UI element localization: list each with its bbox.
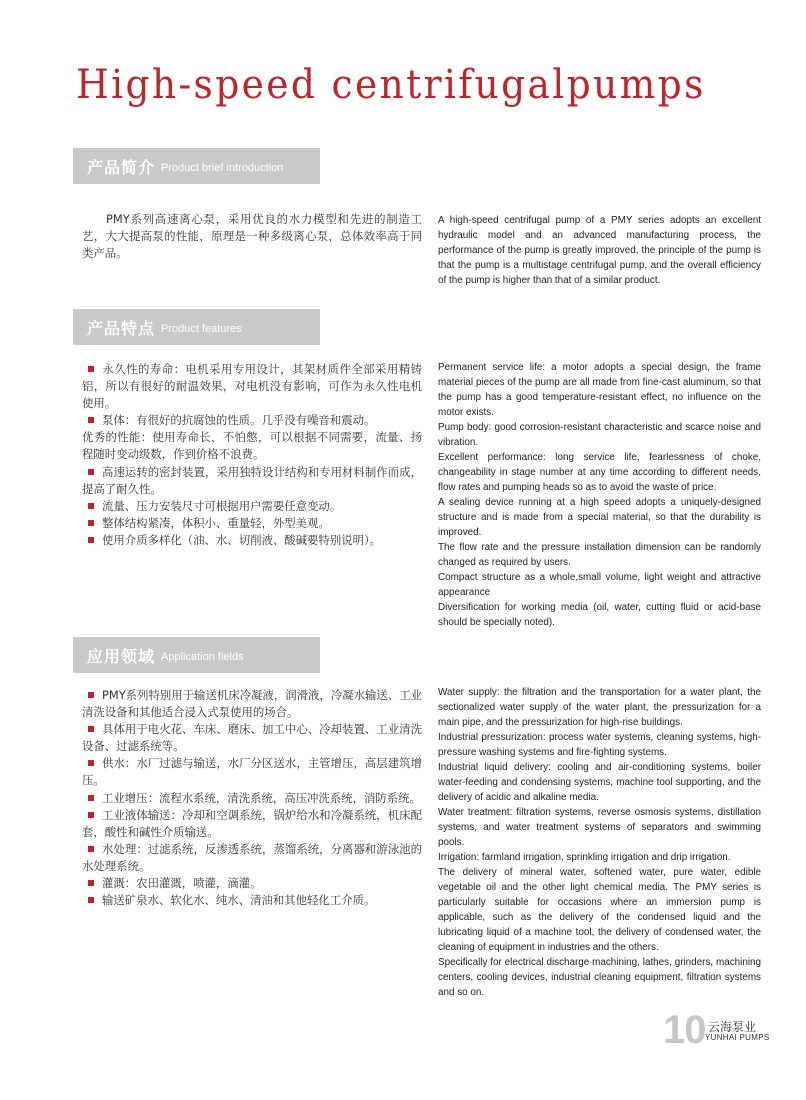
bullet-icon bbox=[88, 537, 94, 543]
applications-en-list bbox=[438, 685, 761, 1000]
section-title-zh: 应用领域 bbox=[87, 646, 156, 666]
page-number: 10 bbox=[663, 1008, 706, 1052]
section-title-zh: 产品简介 bbox=[87, 157, 156, 177]
brand-name-en: YUNHAI PUMPS bbox=[705, 1033, 770, 1042]
list-item: 供水：水厂过滤与输送，水厂分区送水，主管增压，高层建筑增压。 bbox=[82, 756, 422, 788]
intro-en-text bbox=[438, 213, 761, 288]
list-item: The flow rate and the pressure installation dimension can be randomly changed as required by users. bbox=[438, 542, 761, 568]
list-item: Specifically for electrical discharge machining, lathes, grinders, machining centers, cooling devices, industrial cleaning equipment, filtration systems and so on. bbox=[438, 957, 761, 998]
list-item: A sealing device running at a high speed adopts a uniquely-designed structure and is made from a special material, so that the durability is improved. bbox=[438, 497, 761, 538]
features-en-list bbox=[438, 360, 761, 630]
bullet-icon bbox=[88, 760, 94, 766]
bullet-icon bbox=[88, 692, 94, 698]
list-item: 工业液体输送：冷却和空调系统，锅炉给水和冷凝系统，机床配套，酸性和碱性介质输送。 bbox=[82, 807, 422, 839]
list-item: Industrial pressurization: process water systems, cleaning systems, high-pressure washing systems and fire-fighting systems. bbox=[438, 732, 761, 758]
list-item: Compact structure as a whole,small volume, light weight and attractive appearance bbox=[438, 572, 761, 598]
bullet-icon bbox=[88, 846, 94, 852]
list-item: PMY系列特别用于输送机床冷凝液，润滑液，冷凝水输送、工业清洗设备和其他适合浸入式泵使用的场合。 bbox=[82, 688, 422, 720]
list-item: 高速运转的密封装置，采用独特设计结构和专用材料制作而成，提高了耐久性。 bbox=[82, 464, 422, 496]
intro-zh-text bbox=[82, 211, 422, 262]
list-item: Industrial liquid delivery: cooling and air-conditioning systems, boiler water-feeding and condensing systems, machine tool supporting, and the delivery of acidic and alkaline media. bbox=[438, 762, 761, 803]
section-title-en: Application fields bbox=[161, 651, 244, 663]
list-item: 流量、压力安装尺寸可根据用户需要任意变动。 bbox=[82, 498, 422, 515]
section-title-en: Product features bbox=[161, 323, 242, 335]
list-item: 水处理：过滤系统，反渗透系统，蒸馏系统，分离器和游泳池的水处理系统。 bbox=[82, 841, 422, 873]
section-header-features bbox=[73, 309, 320, 345]
list-item: 工业增压：流程水系统，清洗系统，高压冲洗系统，消防系统。 bbox=[82, 790, 422, 807]
list-item: 具体用于电火花、车床、磨床、加工中心、冷却装置、工业清洗设备、过滤系统等。 bbox=[82, 722, 422, 754]
list-item: 永久性的寿命：电机采用专用设计，其架材质件全部采用精铸铝，所以有很好的耐温效果，对电机没有影响，可作为永久性电机使用。 bbox=[82, 362, 422, 411]
section-header-applications bbox=[73, 637, 320, 673]
bullet-icon bbox=[88, 503, 94, 509]
intro-en-paragraph: A high-speed centrifugal pump of a PMY series adopts an excellent hydraulic model and an advanced manufacturing process, the performance of the pump is greatly improved, the principle of the pump is that the pump is a multistage centrifugal pump, and the overall efficiency of the pump is higher than that of a similar product. bbox=[438, 215, 761, 286]
bullet-icon bbox=[88, 795, 94, 801]
list-item: Water supply: the filtration and the transportation for a water plant, the sectionalized water supply of the water plant, the pressurization for a main pipe, and the pressurization for high-rise buildings. bbox=[438, 687, 761, 728]
list-item: Permanent service life: a motor adopts a special design, the frame material pieces of the pump are all made from fine-cast aluminum, so that the pump has a good temperature-resistant effect, no influence on the motor exists. bbox=[438, 362, 761, 418]
section-title-zh: 产品特点 bbox=[87, 318, 156, 338]
bullet-icon bbox=[88, 812, 94, 818]
brand-name-zh: 云海泵业 bbox=[708, 1020, 757, 1034]
list-item: Water treatment: filtration systems, reverse osmosis systems, distillation systems, and water treatment systems of separators and swimming pools. bbox=[438, 807, 761, 848]
bullet-icon bbox=[88, 469, 94, 475]
list-item: 泵体：有很好的抗腐蚀的性质。几乎没有噪音和震动。 bbox=[82, 412, 422, 429]
bullet-icon bbox=[88, 897, 94, 903]
page-title: High-speed centrifugalpumps bbox=[76, 62, 706, 108]
list-item: 整体结构紧凑，体积小、重量轻，外型美观。 bbox=[82, 515, 422, 532]
features-zh-list bbox=[82, 361, 422, 549]
list-item: Pump body: good corrosion-resistant characteristic and scarce noise and vibration. bbox=[438, 422, 761, 448]
list-item: Excellent performance: long service life, fearlessness of choke, changeability in stage number at any time according to different needs, flow rates and pumping heads so as to avoid the waste of price. bbox=[438, 452, 761, 493]
list-item: The delivery of mineral water, softened water, pure water, edible vegetable oil and the other light chemical media. The PMY series is particularly suitable for occasions where an immersion pump is applicable, such as the delivery of the condensed liquid and the lubricating liquid of a machine tool, the delivery of condensed water, the cleaning of equipment in industries and the others. bbox=[438, 867, 761, 953]
bullet-icon bbox=[88, 726, 94, 732]
section-header-intro bbox=[73, 148, 320, 184]
list-item: 使用介质多样化（油、水、切削液、酸碱要特别说明）。 bbox=[82, 532, 422, 549]
list-item: 优秀的性能：使用寿命长，不怕憋，可以根据不同需要，流量、扬程随时变动级数，作到价格不浪费。 bbox=[82, 430, 422, 462]
list-item: 输送矿泉水、软化水、纯水、清油和其他轻化工介质。 bbox=[82, 892, 422, 909]
bullet-icon bbox=[88, 366, 94, 372]
list-item: Irrigation: farmland irrigation, sprinkling irrigation and drip irrigation. bbox=[438, 852, 731, 863]
intro-zh-paragraph: PMY系列高速离心泵，采用优良的水力模型和先进的制造工艺，大大提高泵的性能，原理是一种多级离心泵，总体效率高于同类产品。 bbox=[82, 212, 422, 261]
list-item: 灌溉：农田灌溉，喷灌，滴灌。 bbox=[82, 875, 422, 892]
bullet-icon bbox=[88, 520, 94, 526]
section-title-en: Product brief introduction bbox=[161, 162, 284, 174]
bullet-icon bbox=[88, 880, 94, 886]
list-item: Diversification for working media (oil, water, cutting fluid or acid-base should be specially noted). bbox=[438, 602, 761, 628]
applications-zh-list bbox=[82, 687, 422, 909]
bullet-icon bbox=[88, 417, 94, 423]
